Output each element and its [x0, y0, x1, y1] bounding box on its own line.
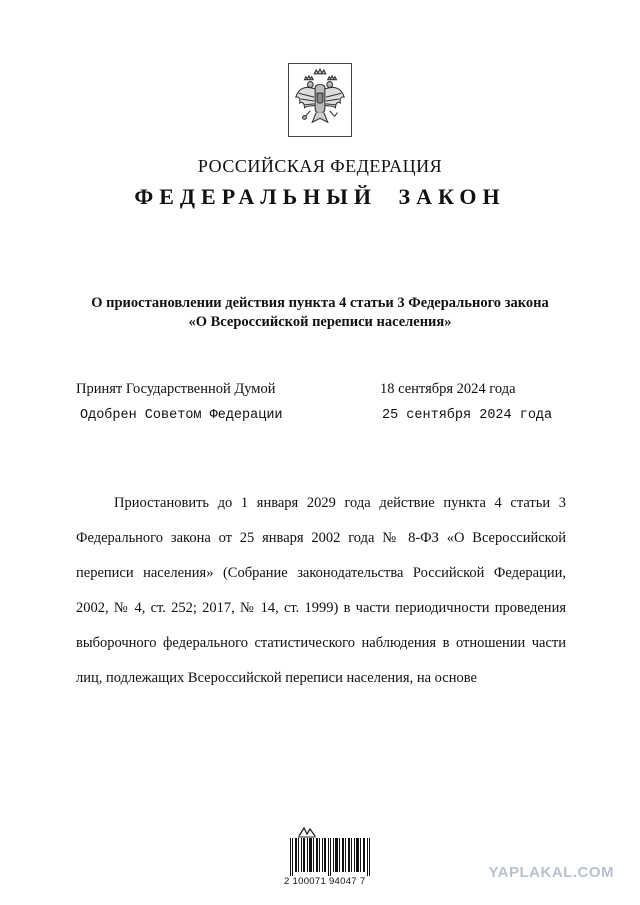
barcode: [284, 826, 374, 890]
barcode-bars: [290, 838, 370, 876]
coat-of-arms-icon: [288, 63, 352, 137]
country-heading: РОССИЙСКАЯ ФЕДЕРАЦИЯ: [197, 156, 443, 176]
law-body-paragraph: Приостановить до 1 января 2029 года действие пункта 4 статьи 3 Федерального закона от 25 января 2002 года № 8-ФЗ «О Всероссийской переписи населения» (Собрание законодательства Российской Федерации, 2002, № 4, ст. 252; 2017, № 14, ст. 1999) в части периодичности проведения выборочного федерального статистического наблюдения в отношении части лиц, подлежащих Всероссийской переписи населения, на основе: [76, 495, 566, 686]
adoption-label: Одобрен Советом Федерации: [80, 408, 283, 423]
law-title-line-1: О приостановлении действия пункта 4 статьи 3 Федерального закона: [91, 295, 549, 311]
barcode-logo-icon: [296, 826, 318, 838]
law-title: [40, 294, 600, 332]
watermark: YAPLAKAL.COM: [488, 864, 614, 881]
law-title-line-2: «О Всероссийской переписи населения»: [188, 314, 452, 330]
barcode-number: 2 100071 94047 7: [284, 876, 366, 887]
adoption-date: 18 сентября 2024 года: [380, 381, 516, 397]
document-type-heading: ФЕДЕРАЛЬНЫЙ ЗАКОН: [134, 184, 506, 209]
adoption-date: 25 сентября 2024 года: [382, 408, 553, 423]
adoption-label: Принят Государственной Думой: [76, 381, 276, 397]
